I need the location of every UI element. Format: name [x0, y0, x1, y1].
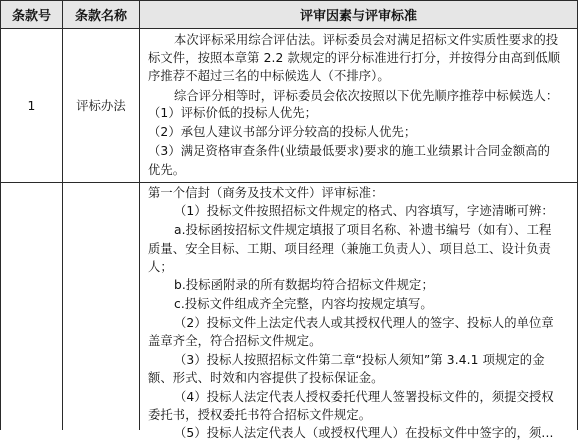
row1-line: 标文件，按照本章第 2.2 款规定的评分标准进行打分，并按得分由高到低顺: [148, 51, 561, 65]
row1-line: 综合评分相等时，评标委员会依次按照以下优先顺序推荐中标候选人：: [174, 89, 559, 103]
row2-line: （2）投标文件上法定代表人或其授权代理人的签字、投标人的单位章: [174, 316, 554, 330]
header-review-criteria: 评审因素与评审标准: [140, 0, 577, 28]
row1-line: （2）承包人建议书部分评分较高的投标人优先；: [148, 125, 417, 139]
row2-line: 额、形式、时效和内容提供了投标保证金。: [148, 371, 384, 385]
row2-line: a.投标函按招标文件规定填报了项目名称、补遗书编号（如有）、工程: [174, 223, 552, 237]
row2-line: （4）投标人法定代表人授权委托代理人签署投标文件的，须提交授权: [174, 390, 554, 404]
grid-line-col2: [139, 0, 140, 430]
row2-line: （1）投标文件按照招标文件规定的格式、内容填写，字迹清晰可辨：: [174, 204, 554, 218]
row2-line: b.投标函附录的所有数据均符合招标文件规定；: [174, 278, 434, 292]
row2-line: c.投标文件组成齐全完整，内容均按规定填写。: [174, 297, 433, 311]
row2-line: 人；: [148, 260, 173, 274]
row2-line: 盖章齐全，符合招标文件规定。: [148, 334, 322, 348]
row2-line: 质量、安全目标、工期、项目经理（兼施工负责人）、项目总工、设计负责: [148, 242, 551, 256]
row1-line: （1）评标价低的投标人优先；: [148, 106, 318, 120]
row1-line: 序推荐不超过三名的中标候选人（不排序）。: [148, 69, 390, 83]
grid-line-top: [0, 0, 578, 1]
row2-line: （3）投标人按照招标文件第二章“投标人须知”第 3.4.1 项规定的金: [174, 353, 545, 367]
row2-line: 委托书，授权委托书符合招标文件规定。: [148, 408, 372, 422]
row1-clause-name: 评标办法: [76, 98, 126, 113]
row1-clause-number: 1: [27, 98, 36, 113]
row1-line: 优先。: [148, 163, 186, 177]
header-clause-name: 条款名称: [63, 0, 139, 28]
row1-line: （3）满足资格审查条件(业绩最低要求)要求的施工业绩累计合同金额高的: [148, 144, 551, 158]
row1-line: 本次评标采用综合评估法。评标委员会对满足招标文件实质性要求的投: [174, 33, 559, 47]
header-clause-number: 条款号: [1, 0, 62, 28]
row2-line: （5）投标人法定代表人（或授权代理人）在投标文件中签字的，须...: [174, 426, 554, 440]
row2-line: 第一个信封（商务及技术文件）评审标准：: [148, 186, 384, 200]
